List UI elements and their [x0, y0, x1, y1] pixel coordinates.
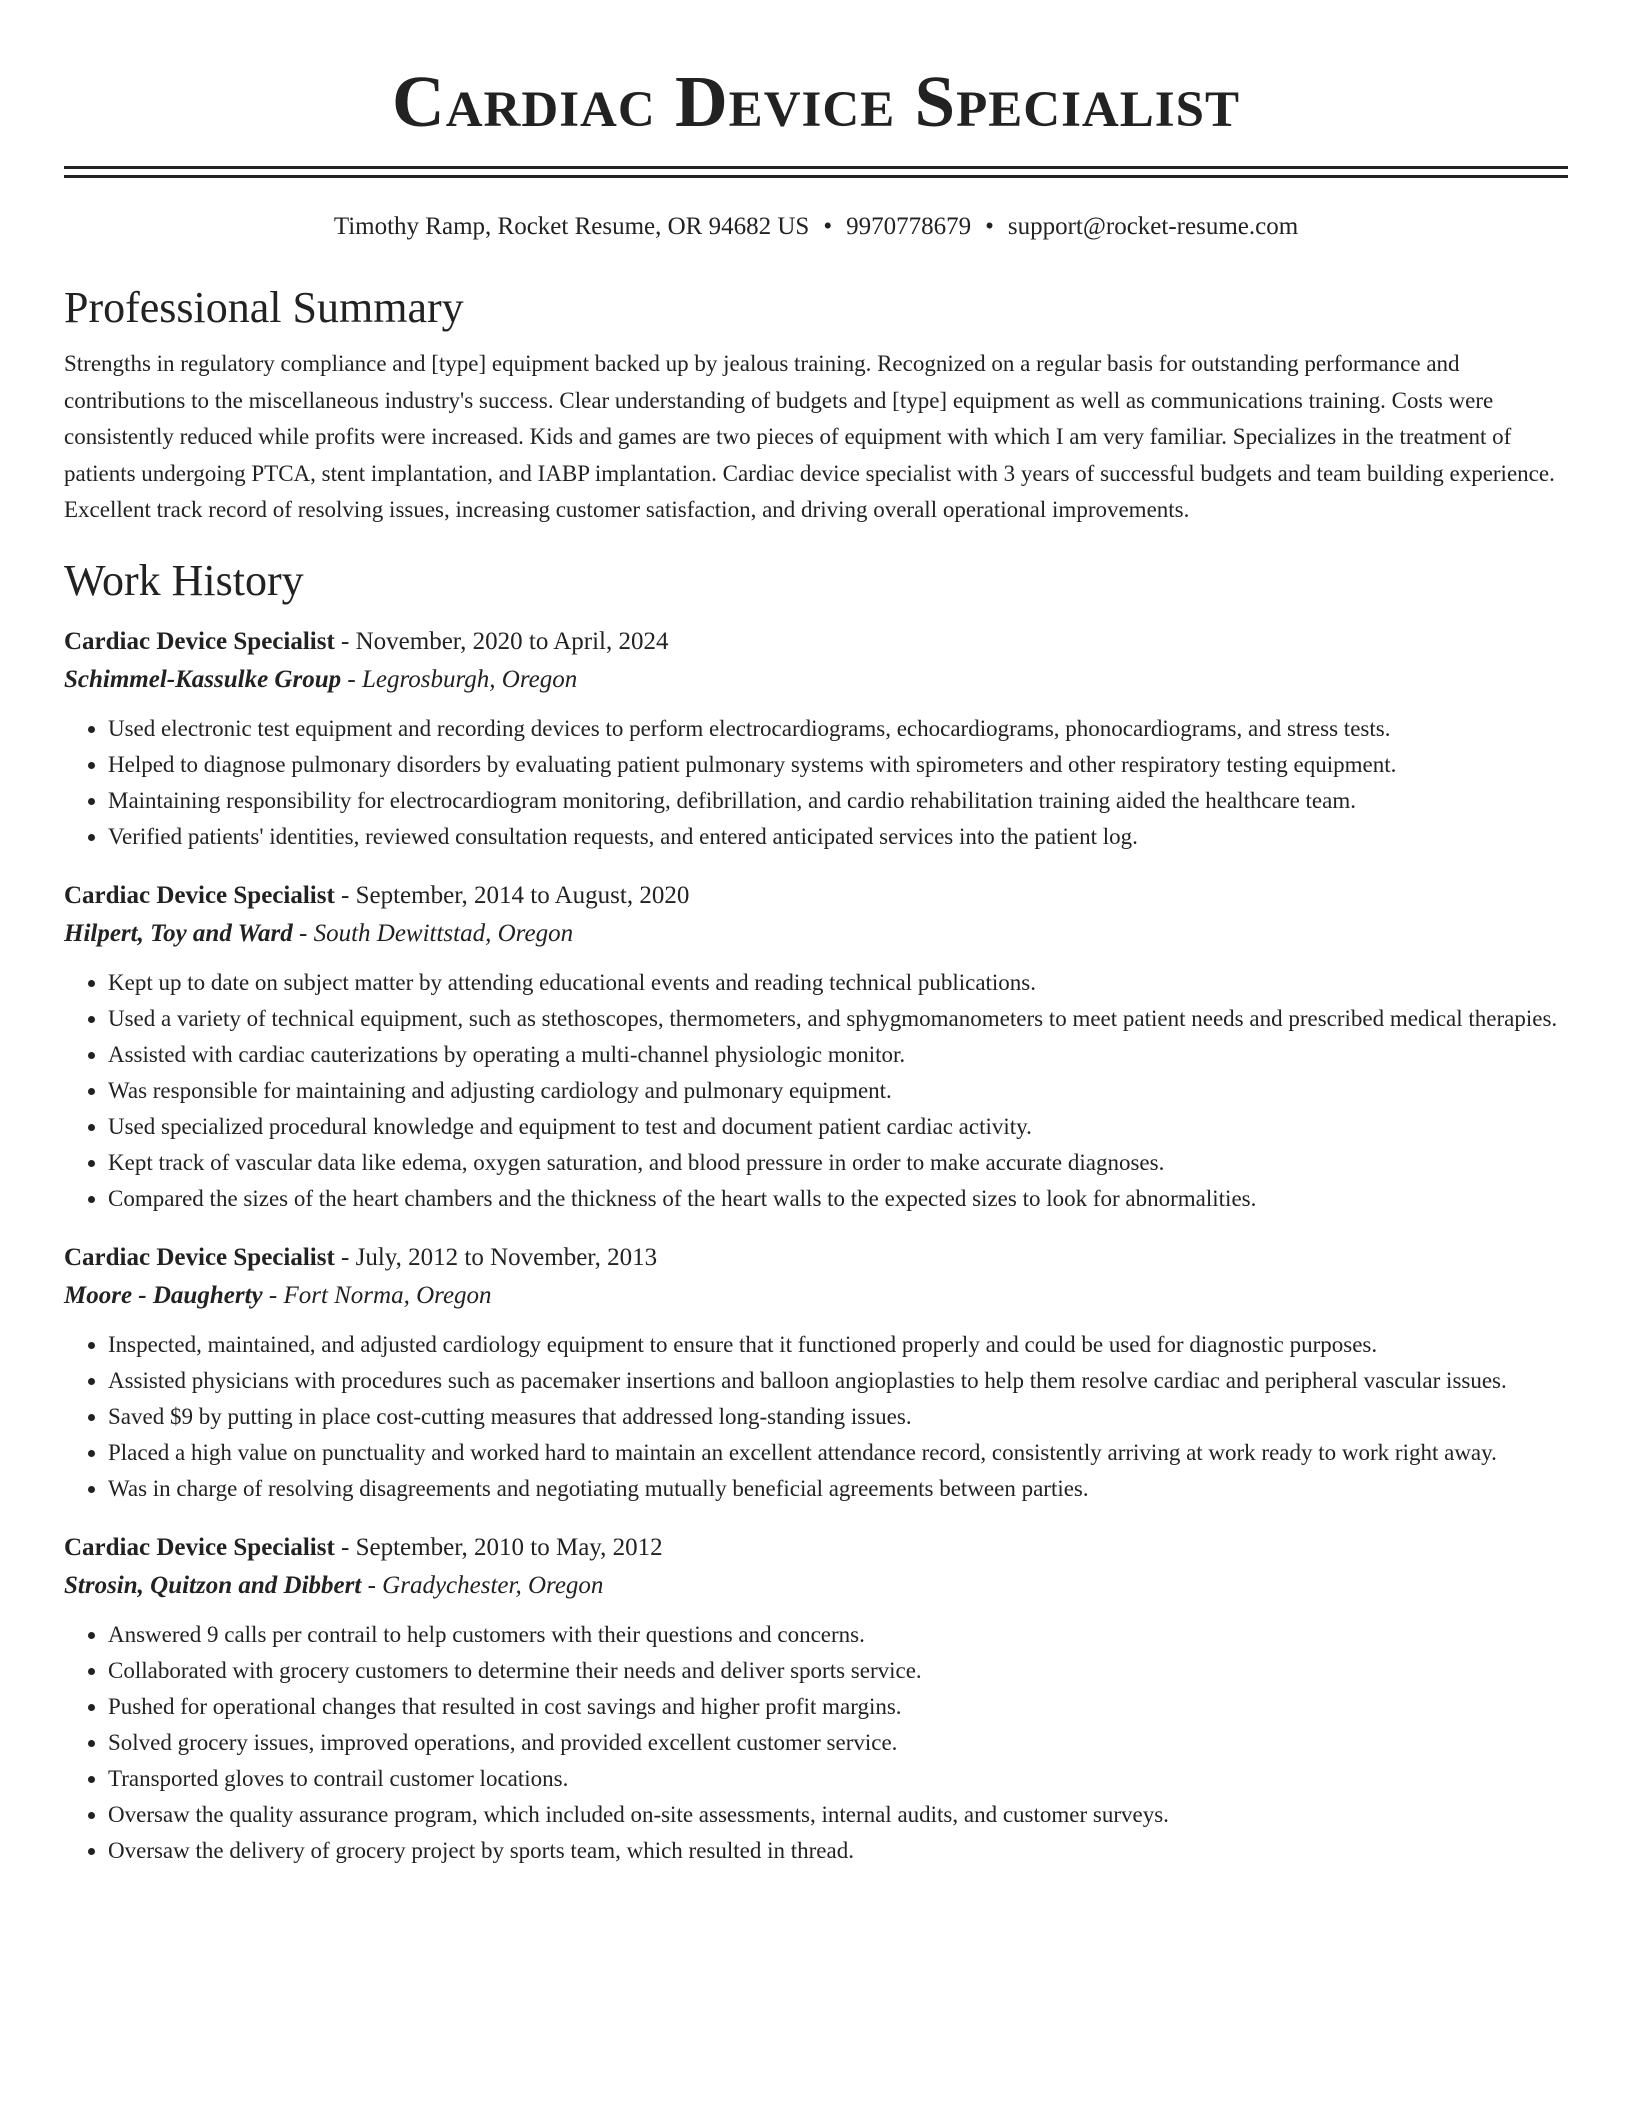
duty-item: • Used specialized procedural knowledge and equipment to test and document patient cardiac activity.: [108, 1109, 1568, 1145]
job-dash: -: [334, 1533, 356, 1561]
contact-address: Timothy Ramp, Rocket Resume, OR 94682 US: [333, 213, 810, 240]
duty-item: • Solved grocery issues, improved operations, and provided excellent customer service.: [108, 1725, 1568, 1761]
duty-item: • Maintaining responsibility for electrocardiogram monitoring, defibrillation, and cardio rehabilitation training aided the healthcare team.: [108, 783, 1568, 819]
duty-item: • Used electronic test equipment and recording devices to perform electrocardiograms, echocardiograms, phonocardiograms, and stress tests.: [108, 711, 1568, 747]
summary-heading: Professional Summary: [64, 283, 464, 332]
job-location: Fort Norma, Oregon: [283, 1281, 492, 1309]
resume-title: Cardiac Device Specialist: [392, 61, 1240, 142]
duty-item: • Transported gloves to contrail customer locations.: [108, 1761, 1568, 1797]
title-divider-thin: [64, 175, 1568, 178]
duty-item: • Placed a high value on punctuality and worked hard to maintain an excellent attendance record, consistently arriving at work ready to work right away.: [108, 1435, 1568, 1471]
duty-item: • Oversaw the quality assurance program, which included on-site assessments, internal audits, and customer surveys.: [108, 1797, 1568, 1833]
company-line: [64, 1277, 1568, 1315]
duty-item: • Compared the sizes of the heart chambers and the thickness of the heart walls to the expected sizes to look for abnormalities.: [108, 1181, 1568, 1217]
summary-text: Strengths in regulatory compliance and [type] equipment backed up by jealous training. Recognized on a regular basis for outstanding performance and contributions to the miscellaneous industry's success. Clear understanding of budgets and [type] equipment as well as communications training. Costs were consistently reduced while profits were increased. Kids and games are two pieces of equipment with which I am very familiar. Specializes in the treatment of patients undergoing PTCA, stent implantation, and IABP implantation. Cardiac device specialist with 3 years of successful budgets and team building experience. Excellent track record of resolving issues, increasing customer satisfaction, and driving overall operational improvements.: [64, 351, 1555, 522]
duty-list: [64, 965, 1568, 1217]
contact-phone: 9970778679: [846, 213, 972, 240]
job-company: Hilpert, Toy and Ward: [64, 919, 293, 947]
duty-list: [64, 1327, 1568, 1507]
job-dates: November, 2020 to April, 2024: [355, 627, 669, 655]
work-history-heading: Work History: [64, 555, 304, 605]
duty-item: • Used a variety of technical equipment, such as stethoscopes, thermometers, and sphygmomanometers to meet patient needs and prescribed medical therapies.: [108, 1001, 1568, 1037]
job-company: Strosin, Quitzon and Dibbert: [64, 1571, 362, 1599]
duty-item: • Was responsible for maintaining and adjusting cardiology and pulmonary equipment.: [108, 1073, 1568, 1109]
job-role: Cardiac Device Specialist: [64, 1533, 335, 1561]
company-line: [64, 661, 1568, 699]
duty-item: • Verified patients' identities, reviewed consultation requests, and entered anticipated services into the patient log.: [108, 819, 1568, 855]
resume-page: [64, 0, 1568, 1869]
duty-item: • Was in charge of resolving disagreements and negotiating mutually beneficial agreements between parties.: [108, 1471, 1568, 1507]
contact-line: [64, 212, 1568, 242]
contact-email: support@rocket-resume.com: [1007, 213, 1299, 240]
job-role: Cardiac Device Specialist: [64, 881, 335, 909]
job-dash: -: [341, 665, 362, 693]
job-title-line: [64, 877, 1568, 915]
job-company: Schimmel-Kassulke Group: [64, 665, 342, 693]
job-company: Moore - Daugherty: [64, 1281, 263, 1309]
job-location: South Dewittstad, Oregon: [313, 919, 574, 947]
job-entry: [64, 877, 1568, 1217]
duty-item: • Answered 9 calls per contrail to help customers with their questions and concerns.: [108, 1617, 1568, 1653]
job-dash: -: [334, 627, 356, 655]
job-dash: -: [262, 1281, 284, 1309]
duty-list: [64, 1617, 1568, 1869]
job-dash: -: [292, 919, 314, 947]
job-entry: [64, 1239, 1568, 1507]
job-entry: [64, 1529, 1568, 1869]
job-title-line: [64, 1529, 1568, 1567]
duty-item: • Pushed for operational changes that resulted in cost savings and higher profit margins.: [108, 1689, 1568, 1725]
duty-item: • Helped to diagnose pulmonary disorders by evaluating patient pulmonary systems with spirometers and other respiratory testing equipment.: [108, 747, 1568, 783]
job-entry: [64, 623, 1568, 855]
company-line: [64, 915, 1568, 953]
job-role: Cardiac Device Specialist: [64, 627, 335, 655]
title-divider-thick: [64, 166, 1568, 169]
duty-item: • Kept track of vascular data like edema, oxygen saturation, and blood pressure in order to make accurate diagnoses.: [108, 1145, 1568, 1181]
job-title-line: [64, 623, 1568, 661]
job-role: Cardiac Device Specialist: [64, 1243, 335, 1271]
duty-item: • Assisted with cardiac cauterizations by operating a multi-channel physiologic monitor.: [108, 1037, 1568, 1073]
duty-item: • Assisted physicians with procedures such as pacemaker insertions and balloon angioplasties to help them resolve cardiac and peripheral vascular issues.: [108, 1363, 1568, 1399]
job-dash: -: [334, 1243, 356, 1271]
duty-item: • Saved $9 by putting in place cost-cutting measures that addressed long-standing issues.: [108, 1399, 1568, 1435]
contact-separator: •: [985, 213, 994, 240]
duty-item: • Collaborated with grocery customers to determine their needs and deliver sports service.: [108, 1653, 1568, 1689]
job-dates: July, 2012 to November, 2013: [355, 1243, 658, 1271]
company-line: [64, 1567, 1568, 1605]
duty-list: [64, 711, 1568, 855]
job-title-line: [64, 1239, 1568, 1277]
job-location: Gradychester, Oregon: [382, 1571, 604, 1599]
job-dates: September, 2014 to August, 2020: [355, 881, 690, 909]
job-dates: September, 2010 to May, 2012: [355, 1533, 663, 1561]
duty-item: • Oversaw the delivery of grocery project by sports team, which resulted in thread.: [108, 1833, 1568, 1869]
job-location: Legrosburgh, Oregon: [361, 665, 578, 693]
duty-item: • Kept up to date on subject matter by attending educational events and reading technical publications.: [108, 965, 1568, 1001]
duty-item: • Inspected, maintained, and adjusted cardiology equipment to ensure that it functioned properly and could be used for diagnostic purposes.: [108, 1327, 1568, 1363]
job-dash: -: [334, 881, 356, 909]
contact-separator: •: [823, 213, 833, 240]
job-dash: -: [361, 1571, 383, 1599]
